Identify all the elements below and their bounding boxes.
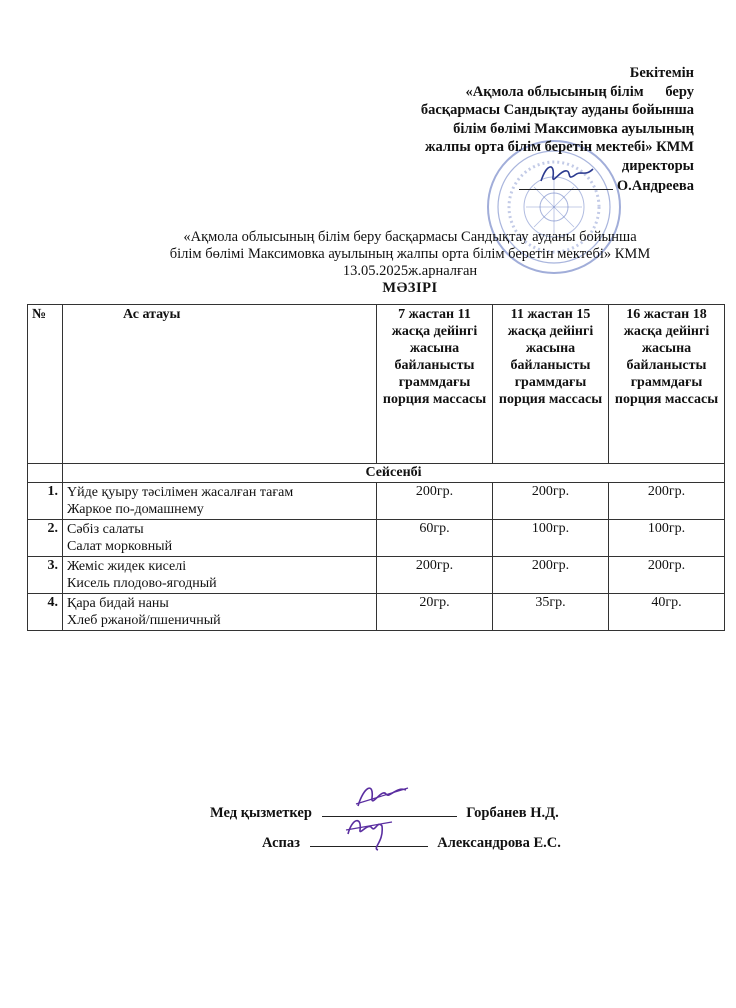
portion-age-7-11: 60гр. <box>377 520 493 557</box>
director-name: О.Андреева <box>616 178 694 194</box>
dish-name-ru: Жаркое по-домашнему <box>67 502 204 517</box>
dish-cell <box>63 483 377 520</box>
portion-age-7-11: 200гр. <box>377 483 493 520</box>
portion-age-11-15: 200гр. <box>493 483 609 520</box>
table-row <box>28 594 725 631</box>
row-number: 3. <box>28 557 63 594</box>
approval-line-3: басқармасы Сандықтау ауданы бойынша <box>420 102 694 118</box>
dish-cell <box>63 520 377 557</box>
approval-line-2: «Ақмола облысының білім беру <box>465 83 694 100</box>
dish-cell <box>63 557 377 594</box>
medic-label: Мед қызметкер <box>210 805 312 821</box>
director-signature-icon <box>537 159 597 189</box>
row-number: 1. <box>28 483 63 520</box>
portion-age-16-18: 200гр. <box>609 483 725 520</box>
approval-line-4: білім бөлімі Максимовка ауылының <box>453 120 694 137</box>
col-header-dish-name: Ас атауы <box>63 305 377 464</box>
document-title <box>60 229 736 297</box>
table-row <box>28 483 725 520</box>
approval-line-5: жалпы орта білім беретін мектебі» КММ <box>425 139 694 155</box>
medic-signature-icon <box>352 780 412 814</box>
title-line-1: «Ақмола облысының білім беру басқармасы Сандықтау ауданы бойынша <box>183 229 637 245</box>
cook-signature-icon <box>342 812 402 852</box>
menu-table <box>27 304 725 631</box>
portion-age-11-15: 100гр. <box>493 520 609 557</box>
day-row-spacer <box>28 464 63 483</box>
dish-name-kz: Жеміс жидек киселі <box>67 559 187 574</box>
portion-age-16-18: 100гр. <box>609 520 725 557</box>
table-row <box>28 557 725 594</box>
approval-line-6: директоры <box>621 157 694 174</box>
cook-signature-blank <box>310 832 428 847</box>
portion-age-11-15: 200гр. <box>493 557 609 594</box>
dish-name-ru: Кисель плодово-ягодный <box>67 576 217 591</box>
day-label: Сейсенбі <box>63 464 725 483</box>
cook-signature-line <box>262 832 561 852</box>
col-header-number: № <box>28 305 63 464</box>
dish-name-kz: Үйде қуыру тәсілімен жасалған тағам <box>67 485 294 500</box>
day-row <box>28 464 725 483</box>
dish-name-kz: Сәбіз салаты <box>67 522 144 537</box>
col-header-age-7-11: 7 жастан 11 жасқа дейінгі жасына байланысты граммдағы порция массасы <box>377 305 493 464</box>
portion-age-7-11: 20гр. <box>377 594 493 631</box>
medic-name: Горбанев Н.Д. <box>466 805 559 821</box>
dish-name-ru: Хлеб ржаной/пшеничный <box>67 613 221 628</box>
director-signature-line <box>519 175 613 190</box>
dish-name-ru: Салат морковный <box>67 539 173 554</box>
portion-age-16-18: 200гр. <box>609 557 725 594</box>
title-line-2: білім бөлімі Максимовка ауылының жалпы орта білім беретін мектебі» КММ <box>169 246 651 262</box>
dish-name-kz: Қара бидай наны <box>67 596 169 611</box>
approval-line-1: Бекітемін <box>629 65 694 81</box>
portion-age-16-18: 40гр. <box>609 594 725 631</box>
cook-name: Александрова Е.С. <box>437 835 561 851</box>
dish-cell <box>63 594 377 631</box>
portion-age-11-15: 35гр. <box>493 594 609 631</box>
col-header-age-11-15: 11 жастан 15 жасқа дейінгі жасына байланысты граммдағы порция массасы <box>493 305 609 464</box>
approval-block <box>274 64 694 196</box>
portion-age-7-11: 200гр. <box>377 557 493 594</box>
row-number: 4. <box>28 594 63 631</box>
table-row <box>28 520 725 557</box>
director-signature-row <box>274 175 694 196</box>
table-header-row <box>28 305 725 464</box>
row-number: 2. <box>28 520 63 557</box>
col-header-age-16-18: 16 жастан 18 жасқа дейінгі жасына байланысты граммдағы порция массасы <box>609 305 725 464</box>
cook-label: Аспаз <box>262 835 300 851</box>
title-date: 13.05.2025ж.арналған <box>342 263 478 279</box>
menu-heading: МӘЗІРІ <box>382 280 438 296</box>
